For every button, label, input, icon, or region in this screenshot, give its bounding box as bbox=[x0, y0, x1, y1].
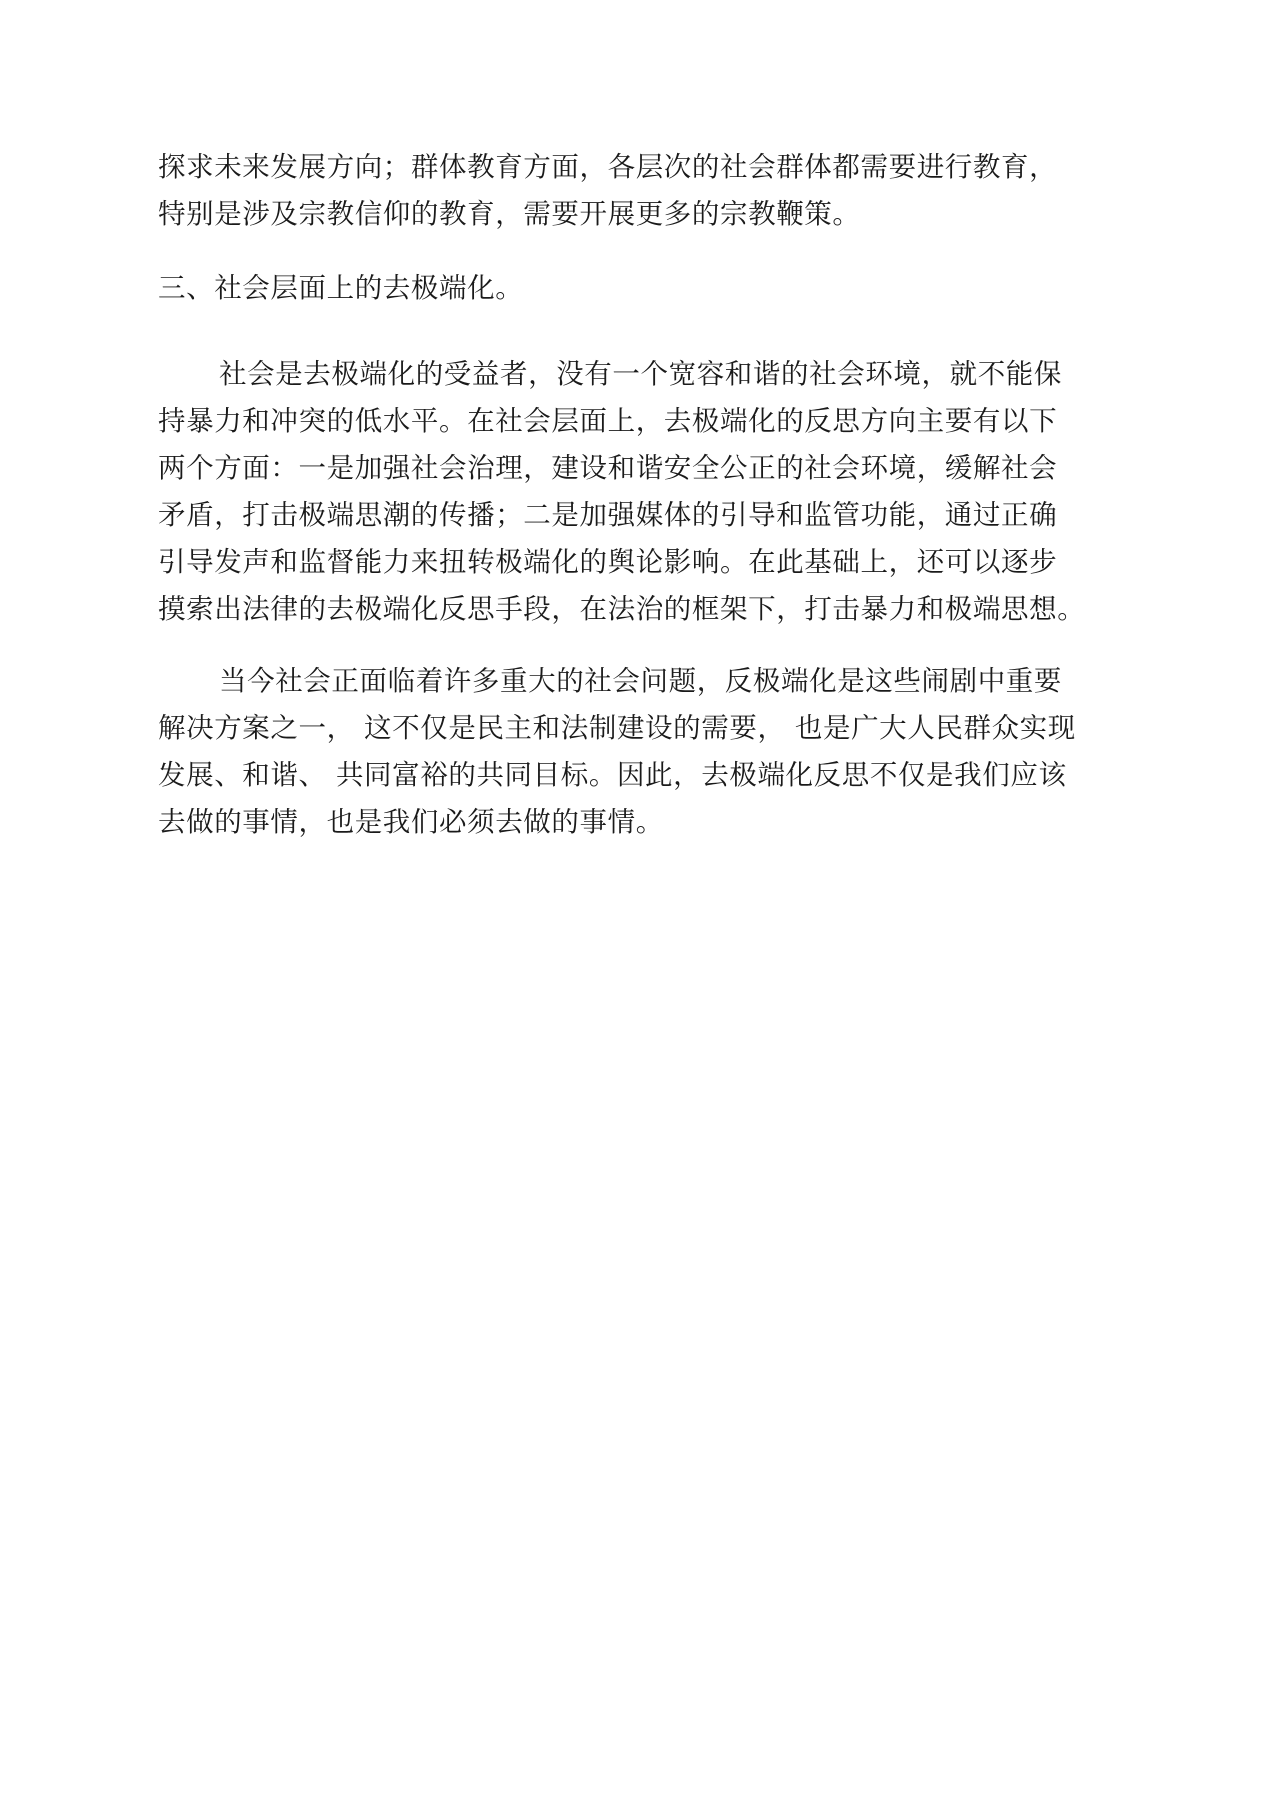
paragraph-social-level bbox=[158, 351, 1128, 633]
section-heading bbox=[158, 265, 1128, 312]
text-line: 发展、和谐、 共同富裕的共同目标。因此，去极端化反思不仅是我们应该 bbox=[158, 759, 1067, 791]
text-line: 探求未来发展方向；群体教育方面，各层次的社会群体都需要进行教育， bbox=[158, 151, 1058, 183]
text-line: 解决方案之一， 这不仅是民主和法制建设的需要， 也是广大人民群众实现 bbox=[158, 712, 1076, 744]
text-line: 矛盾，打击极端思潮的传播；二是加强媒体的引导和监管功能，通过正确 bbox=[158, 499, 1058, 531]
text-line: 当今社会正面临着许多重大的社会问题，反极端化是这些闹剧中重要 bbox=[219, 665, 1062, 697]
text-line: 去做的事情，也是我们必须去做的事情。 bbox=[158, 806, 664, 838]
paragraph-education-continued bbox=[158, 144, 1128, 238]
text-line: 特别是涉及宗教信仰的教育，需要开展更多的宗教鞭策。 bbox=[158, 198, 861, 230]
text-line: 摸索出法律的去极端化反思手段，在法治的框架下，打击暴力和极端思想。 bbox=[158, 593, 1086, 625]
text-line: 引导发声和监督能力来扭转极端化的舆论影响。在此基础上，还可以逐步 bbox=[158, 546, 1058, 578]
paragraph-conclusion bbox=[158, 658, 1128, 846]
text-line: 社会是去极端化的受益者，没有一个宽容和谐的社会环境，就不能保 bbox=[219, 358, 1062, 390]
section-heading-text: 三、社会层面上的去极端化。 bbox=[158, 272, 524, 304]
text-line: 两个方面：一是加强社会治理，建设和谐安全公正的社会环境，缓解社会 bbox=[158, 452, 1058, 484]
document-body bbox=[158, 144, 1128, 846]
text-line: 持暴力和冲突的低水平。在社会层面上，去极端化的反思方向主要有以下 bbox=[158, 405, 1058, 437]
